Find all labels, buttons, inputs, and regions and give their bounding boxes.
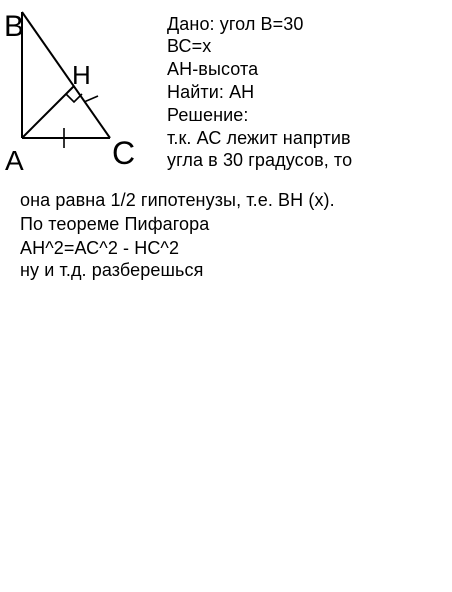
triangle-sketch	[0, 0, 160, 180]
label-a: A	[5, 145, 24, 176]
text-line-4: Найти: АН	[167, 82, 255, 102]
text-line-6: т.к. АС лежит напртив	[167, 128, 351, 148]
text-line-3: АН-высота	[167, 59, 259, 79]
text-line-5: Решение:	[167, 105, 249, 125]
label-c: C	[112, 135, 136, 171]
text-line-7: угла в 30 градусов, то	[167, 150, 353, 170]
tick-mark-hc	[84, 96, 98, 102]
text-line-2: ВС=х	[167, 36, 212, 56]
text-line-10: АН^2=АС^2 - НС^2	[20, 238, 180, 258]
side-bc	[22, 12, 110, 138]
text-line-11: ну и т.д. разберешься	[20, 260, 204, 280]
label-h: H	[72, 60, 91, 90]
text-line-1: Дано: угол В=30	[167, 14, 304, 34]
text-line-9: По теореме Пифагора	[20, 214, 210, 234]
label-b: B	[4, 10, 25, 43]
text-line-8: она равна 1/2 гипотенузы, т.е. ВН (х).	[20, 190, 335, 210]
